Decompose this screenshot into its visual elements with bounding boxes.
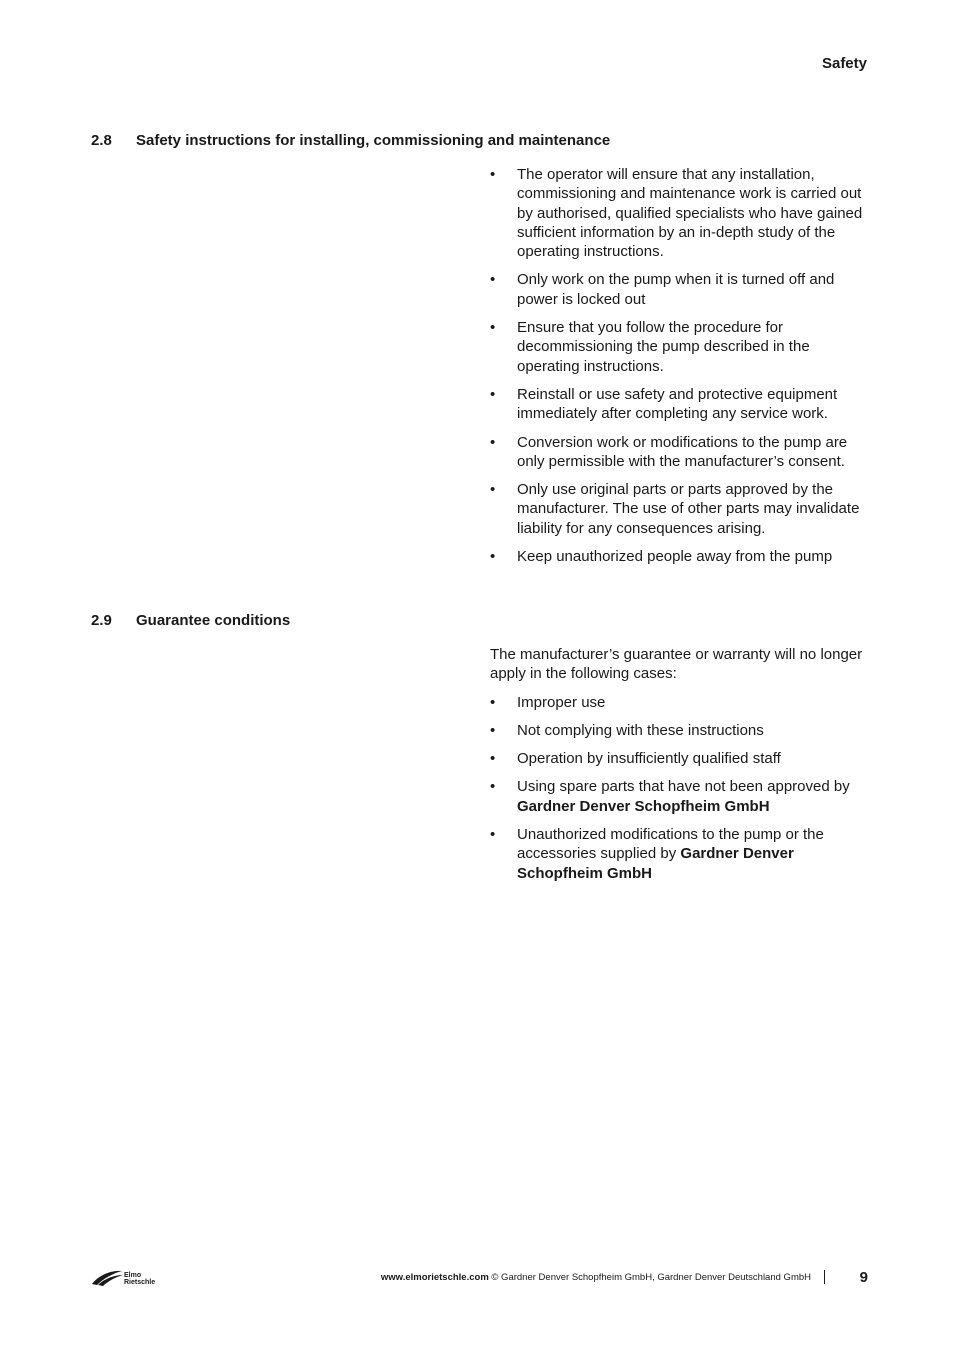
section-title: Guarantee conditions: [136, 612, 291, 629]
footer-divider: [824, 1270, 825, 1284]
list-item-text: Using spare parts that have not been approved by: [517, 778, 850, 796]
running-header: Safety: [821, 55, 867, 72]
list-item: [490, 270, 870, 309]
list-item: [490, 385, 870, 424]
list-item-text: Only work on the pump when it is turned off and power is locked out: [517, 271, 835, 308]
list-item-text: Ensure that you follow the procedure for decommissioning the pump described in the operating instructions.: [517, 319, 810, 375]
list-item-text: Keep unauthorized people away from the pump: [517, 548, 833, 566]
bullet-icon: •: [490, 481, 496, 499]
guarantee-intro: The manufacturer’s guarantee or warranty will no longer apply in the following cases:: [490, 646, 863, 683]
list-item-text: Reinstall or use safety and protective equipment immediately after completing any service work.: [517, 385, 838, 423]
section-number: 2.8: [91, 132, 112, 149]
list-item: [490, 165, 870, 261]
section-heading-2-8: [91, 132, 610, 150]
bullet-icon: •: [490, 385, 496, 403]
list-item-text: Not complying with these instructions: [517, 721, 764, 739]
bullet-icon: •: [490, 166, 496, 183]
list-item: [490, 547, 870, 566]
footer-copyright-text: © Gardner Denver Schopfheim GmbH, Gardner Denver Deutschland GmbH: [488, 1272, 811, 1283]
safety-instructions-column: [490, 165, 870, 575]
company-name: Gardner Denver Schopfheim GmbH: [517, 797, 770, 815]
list-item: [490, 825, 870, 883]
list-item-text: Only use original parts or parts approved by the manufacturer. The use of other parts may invalidate liability for any consequences arising.: [517, 481, 860, 537]
list-item: [490, 433, 870, 472]
svg-text:Rietschle: Rietschle: [124, 1279, 156, 1286]
list-item: [490, 721, 870, 740]
bullet-icon: •: [490, 778, 496, 796]
safety-instructions-list: [490, 165, 870, 566]
bullet-icon: •: [490, 433, 496, 451]
section-number: 2.9: [91, 612, 112, 629]
section-title: Safety instructions for installing, commissioning and maintenance: [136, 132, 611, 149]
bullet-icon: •: [490, 826, 496, 844]
svg-text:Elmo: Elmo: [124, 1272, 142, 1279]
page-number: 9: [859, 1269, 868, 1286]
bullet-icon: •: [490, 750, 496, 768]
list-item: [490, 749, 870, 768]
bullet-icon: •: [490, 721, 496, 739]
company-name: Gardner Denver Schopfheim GmbH: [517, 845, 794, 882]
section-heading-2-9: [91, 612, 290, 630]
footer-url[interactable]: www.elmorietschle.com: [380, 1272, 489, 1283]
list-item-text: Operation by insufficiently qualified staff: [517, 750, 781, 768]
bullet-icon: •: [490, 319, 496, 337]
guarantee-conditions-list: [490, 693, 870, 883]
list-item: [490, 318, 870, 376]
list-item: [490, 693, 870, 712]
list-item-text: Unauthorized modifications to the pump or the accessories supplied by: [517, 826, 824, 863]
bullet-icon: •: [490, 271, 496, 289]
list-item-text: Conversion work or modifications to the pump are only permissible with the manufacturer’s consent.: [517, 433, 848, 470]
list-item: [490, 480, 870, 538]
bullet-icon: •: [490, 548, 496, 566]
logo-swoosh-icon: [90, 1267, 170, 1287]
guarantee-conditions-column: [490, 645, 870, 892]
list-item: [490, 777, 870, 816]
elmo-rietschle-logo: [90, 1267, 170, 1287]
list-item-text: The operator will ensure that any installation, commissioning and maintenance work is carried out by authorised, qualified specialists who have gained sufficient information by an in-depth study of the operating instructions.: [517, 166, 863, 261]
bullet-icon: •: [490, 693, 496, 711]
list-item-text: Improper use: [517, 693, 606, 711]
footer-copyright: [381, 1272, 811, 1284]
